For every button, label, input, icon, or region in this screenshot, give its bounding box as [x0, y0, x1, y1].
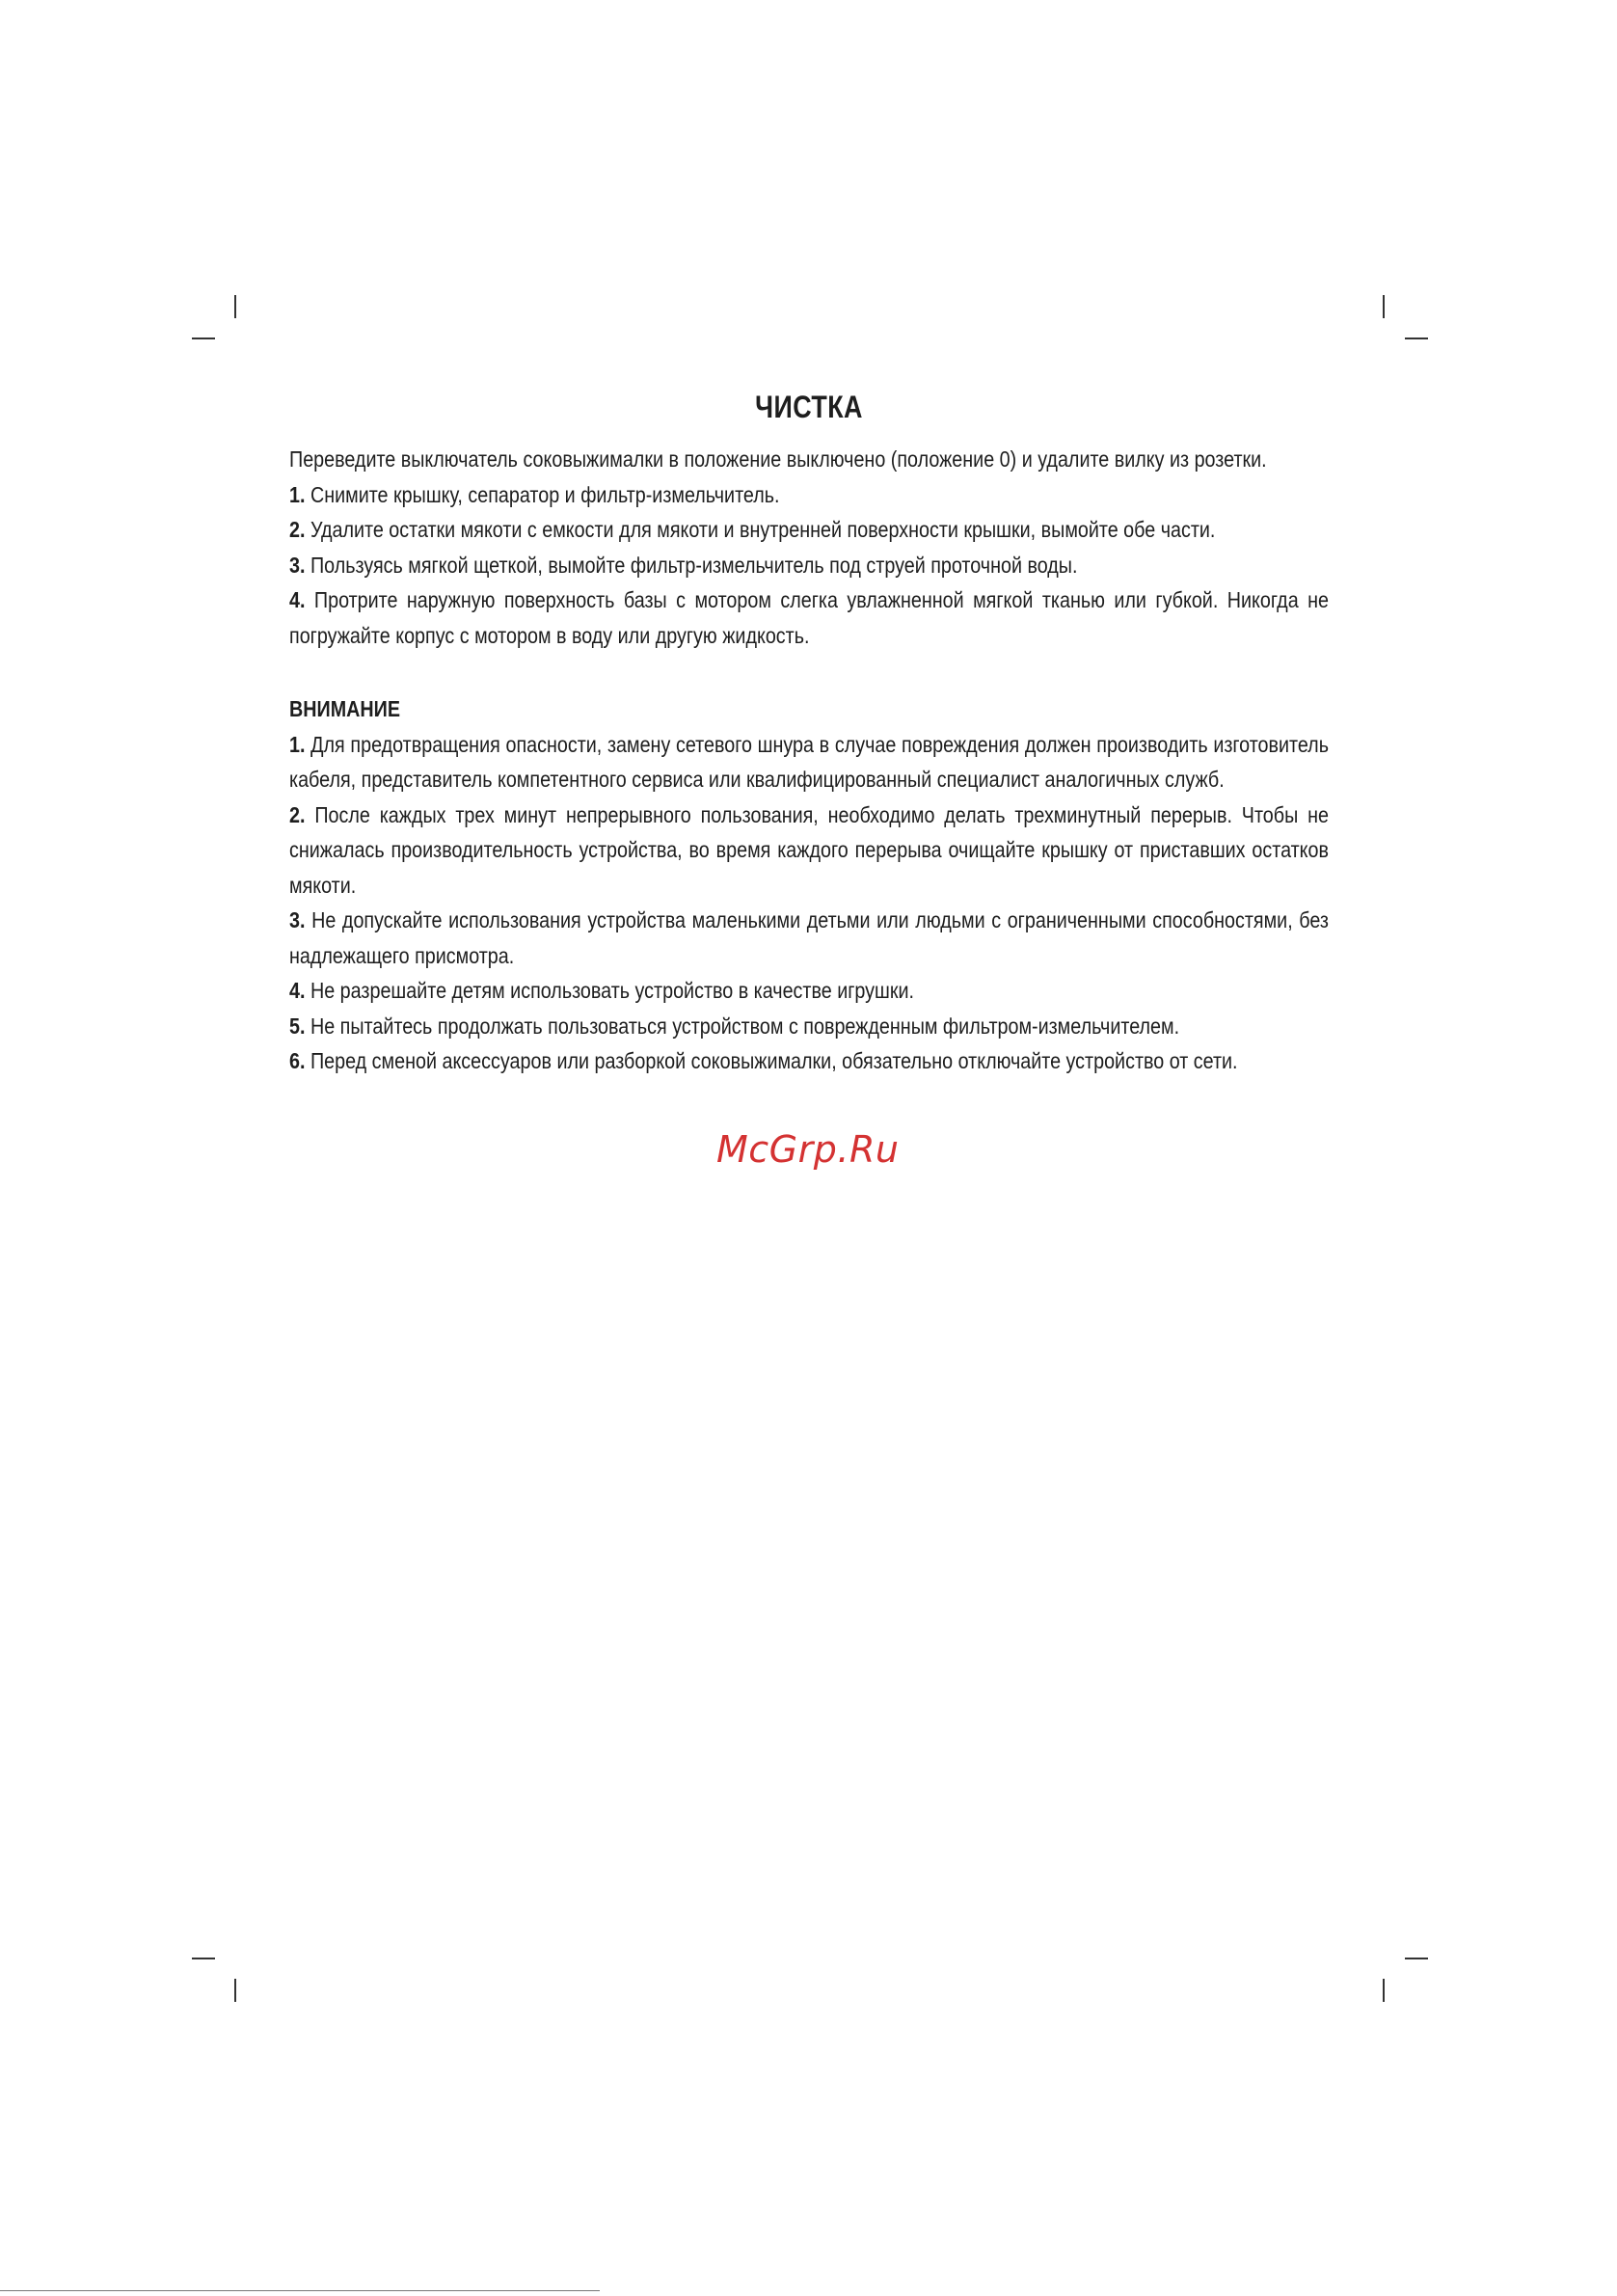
step-number: 1. — [289, 481, 306, 507]
item-text: Не допускайте использования устройства маленькими детьми или людьми с ограниченными способностями, без надлежащего присмотра. — [289, 907, 1329, 968]
crop-mark — [1383, 1979, 1385, 2002]
crop-mark — [234, 295, 236, 318]
item-text: Перед сменой аксессуаров или разборкой соковыжималки, обязательно отключайте устройство от сети. — [305, 1048, 1238, 1073]
cleaning-intro: Переведите выключатель соковыжималки в положение выключено (положение 0) и удалите вилку из розетки. — [289, 446, 1267, 472]
item-number: 3. — [289, 907, 306, 932]
step-number: 2. — [289, 517, 306, 542]
step-text: Пользуясь мягкой щеткой, вымойте фильтр-измельчитель под струей проточной воды. — [305, 552, 1078, 578]
attention-item — [289, 797, 1329, 904]
document-body — [289, 386, 1329, 1079]
item-text: Для предотвращения опасности, замену сетевого шнура в случае повреждения должен производить изготовитель кабеля, представитель компетентного сервиса или квалифицированный специалист аналогичных служб. — [289, 731, 1329, 792]
cleaning-step — [289, 548, 1329, 583]
attention-item — [289, 903, 1329, 973]
step-text: Протрите наружную поверхность базы с мотором слегка увлажненной мягкой тканью или губкой. Никогда не погружайте корпус с мотором в воду или другую жидкость. — [289, 587, 1329, 648]
item-text: Не пытайтесь продолжать пользоваться устройством с поврежденным фильтром-измельчителем. — [305, 1013, 1180, 1039]
item-number: 5. — [289, 1013, 306, 1039]
bottom-rule — [0, 2290, 600, 2291]
cleaning-step — [289, 582, 1329, 653]
item-text: Не разрешайте детям использовать устройство в качестве игрушки. — [305, 978, 915, 1003]
crop-mark — [1405, 338, 1428, 339]
crop-mark — [192, 1958, 215, 1959]
crop-mark — [192, 338, 215, 339]
page-title: ЧИСТКА — [755, 390, 863, 424]
step-text: Удалите остатки мякоти с емкости для мякоти и внутренней поверхности крышки, вымойте обе части. — [305, 517, 1216, 542]
attention-heading: ВНИМАНИЕ — [289, 696, 401, 721]
item-number: 4. — [289, 978, 306, 1003]
item-number: 2. — [289, 801, 306, 827]
item-text: После каждых трех минут непрерывного пользования, необходимо делать трехминутный перерыв. Чтобы не снижалась производительность устройства, во время каждого перерыва очищайте крышку от приставших остатков мякоти. — [289, 801, 1329, 898]
item-number: 1. — [289, 731, 306, 757]
step-number: 3. — [289, 552, 306, 578]
crop-mark — [234, 1979, 236, 2002]
attention-item — [289, 1009, 1329, 1044]
attention-item — [289, 973, 1329, 1009]
watermark: McGrp.Ru — [716, 1128, 900, 1171]
crop-mark — [1405, 1958, 1428, 1959]
cleaning-step — [289, 477, 1329, 513]
step-text: Снимите крышку, сепаратор и фильтр-измельчитель. — [305, 481, 780, 507]
cleaning-step — [289, 512, 1329, 548]
crop-mark — [1383, 295, 1385, 318]
attention-item — [289, 1043, 1329, 1079]
item-number: 6. — [289, 1048, 306, 1073]
attention-item — [289, 727, 1329, 797]
step-number: 4. — [289, 587, 306, 612]
